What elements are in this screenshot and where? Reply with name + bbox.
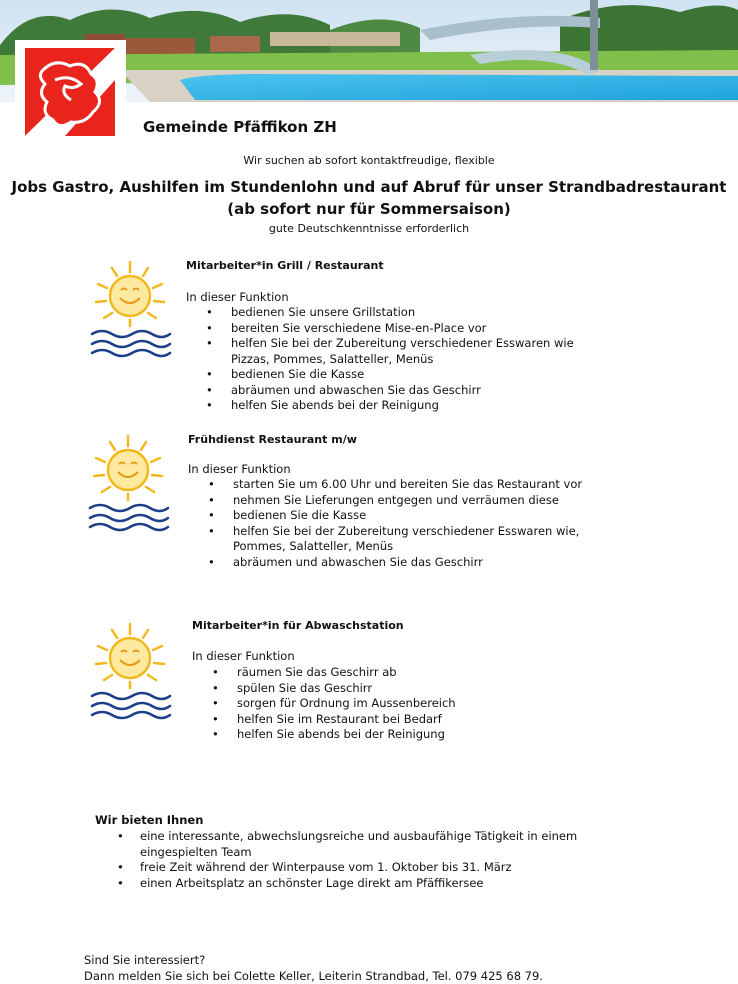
list-item: • sorgen für Ordnung im Aussenbereich — [212, 696, 602, 712]
headline-line-2: (ab sofort nur für Sommersaison) — [227, 200, 511, 218]
list-item: • bedienen Sie die Kasse — [208, 508, 598, 524]
list-item: • abräumen und abwaschen Sie das Geschirr — [208, 555, 598, 571]
job-headline — [0, 176, 738, 220]
function-label: In dieser Funktion — [186, 290, 289, 304]
duty-list — [208, 477, 598, 570]
list-item: • bedienen Sie unsere Grillstation — [206, 305, 596, 321]
list-item: • helfen Sie im Restaurant bei Bedarf — [212, 712, 602, 728]
job-title: Mitarbeiter*in Grill / Restaurant — [186, 259, 384, 272]
job-title: Mitarbeiter*in für Abwaschstation — [192, 619, 404, 632]
contact-line: Dann melden Sie sich bei Colette Keller, Leiterin Strandbad, Tel. 079 425 68 79. — [84, 968, 543, 983]
contact-question: Sind Sie interessiert? — [84, 953, 206, 967]
coat-of-arms-logo — [15, 40, 126, 142]
sun-wave-icon — [86, 432, 170, 532]
list-item: • räumen Sie das Geschirr ab — [212, 665, 602, 681]
list-item: • starten Sie um 6.00 Uhr und bereiten Sie das Restaurant vor — [208, 477, 598, 493]
intro-text: Wir suchen ab sofort kontaktfreudige, flexible — [243, 154, 495, 167]
offer-list — [117, 829, 617, 891]
duty-list — [206, 305, 596, 414]
municipality-title: Gemeinde Pfäffikon ZH — [143, 118, 337, 136]
list-item: • helfen Sie bei der Zubereitung verschiedener Esswaren wie Pizzas, Pommes, Salatteller, Menüs — [206, 336, 596, 367]
list-item: • einen Arbeitsplatz an schönster Lage direkt am Pfäffikersee — [117, 876, 617, 892]
duty-list — [212, 665, 602, 743]
coat-of-arms-icon — [15, 40, 126, 142]
list-item: • helfen Sie bei der Zubereitung verschiedener Esswaren wie, Pommes, Salatteller, Menüs — [208, 524, 598, 555]
list-item: • helfen Sie abends bei der Reinigung — [212, 727, 602, 743]
function-label: In dieser Funktion — [192, 649, 295, 663]
offer-title: Wir bieten Ihnen — [95, 813, 204, 827]
list-item: • abräumen und abwaschen Sie das Geschirr — [206, 383, 596, 399]
list-item: • spülen Sie das Geschirr — [212, 681, 602, 697]
sun-wave-icon — [88, 620, 172, 720]
job-title: Frühdienst Restaurant m/w — [188, 433, 357, 446]
list-item: • eine interessante, abwechslungsreiche und ausbaufähige Tätigkeit in einem eingespielten Team — [117, 829, 617, 860]
contact-block — [84, 953, 684, 984]
function-label: In dieser Funktion — [188, 462, 291, 476]
requirement-text: gute Deutschkenntnisse erforderlich — [268, 222, 470, 235]
sun-wave-icon — [88, 258, 172, 358]
list-item: • bedienen Sie die Kasse — [206, 367, 596, 383]
list-item: • nehmen Sie Lieferungen entgegen und verräumen diese — [208, 493, 598, 509]
list-item: • freie Zeit während der Winterpause vom 1. Oktober bis 31. März — [117, 860, 617, 876]
list-item: • bereiten Sie verschiedene Mise-en-Place vor — [206, 321, 596, 337]
list-item: • helfen Sie abends bei der Reinigung — [206, 398, 596, 414]
headline-line-1: Jobs Gastro, Aushilfen im Stundenlohn und auf Abruf für unser Strandbadrestaurant — [11, 178, 727, 196]
